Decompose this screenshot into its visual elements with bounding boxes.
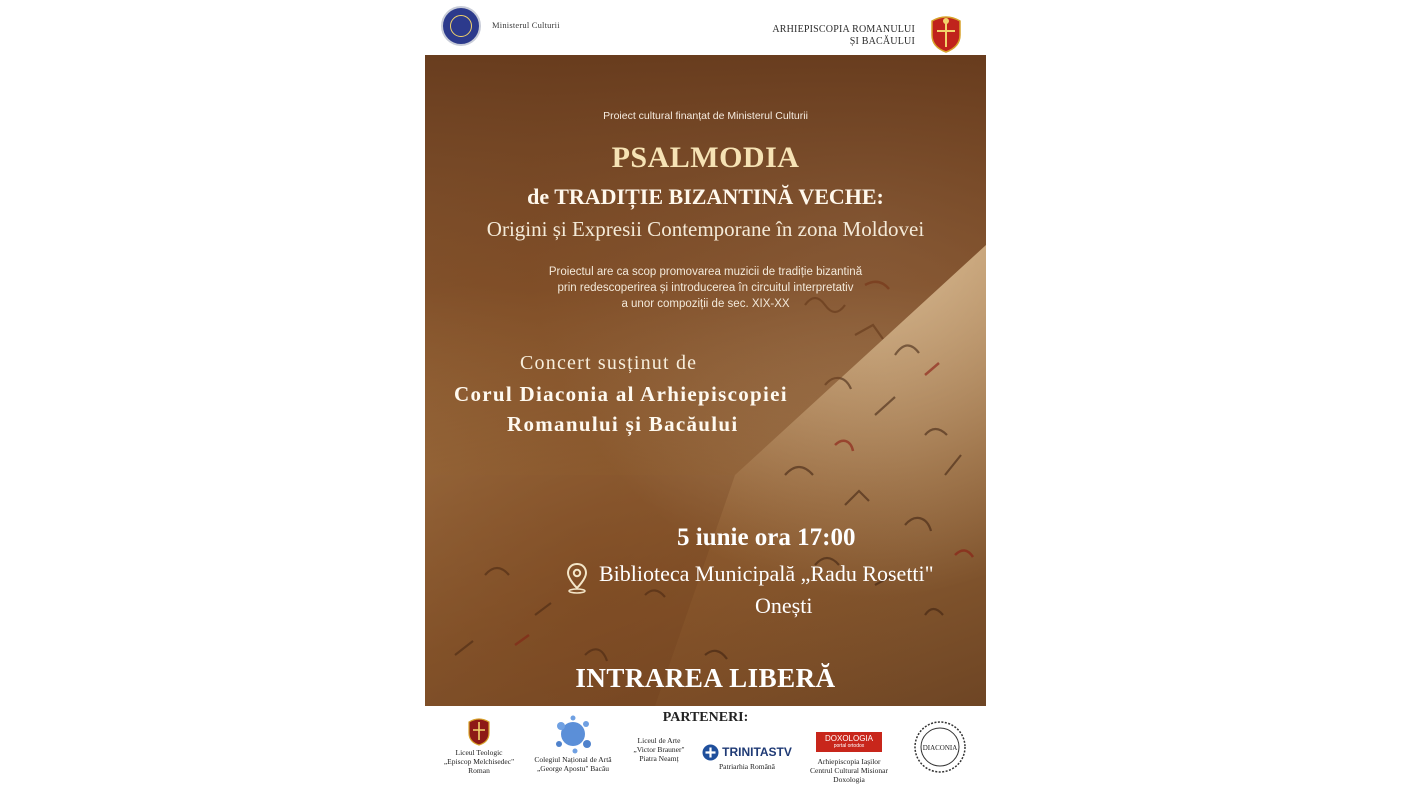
event-subtitle-2: Origini și Expresii Contemporane în zona Moldovei xyxy=(486,217,925,241)
location-pin-icon xyxy=(565,562,589,594)
archdiocese-line-1: ARHIEPISCOPIA ROMANULUI xyxy=(772,24,915,35)
partner-colegiul-arta xyxy=(525,714,621,773)
event-date: 5 iunie ora 17:00 xyxy=(677,524,856,551)
choir-name-line-1: Corul Diaconia al Arhiepiscopiei xyxy=(454,382,788,406)
diaconia-logo-text: DIACONIA xyxy=(922,744,958,752)
partner-3-line-2: „Victor Brauner" xyxy=(633,745,685,754)
colegiul-arta-splash-icon xyxy=(551,714,595,754)
trinitas-logo-text: TRINITASTV xyxy=(722,745,792,759)
poster-header xyxy=(425,0,986,55)
partner-3-line-3: Piatra Neamț xyxy=(639,754,679,763)
government-seal-icon xyxy=(441,6,481,46)
partner-4-line-1: Patriarhia Română xyxy=(718,762,776,771)
liceul-teologic-crest-icon xyxy=(466,716,492,746)
doxologia-logo-subtext: portal ortodox xyxy=(833,743,865,749)
partner-5-line-3: Doxologia xyxy=(833,775,865,784)
partner-5-line-1: Arhiepiscopia Iașilor xyxy=(817,757,881,766)
description-line-1: Proiectul are ca scop promovarea muzicii de tradiție bizantină xyxy=(548,266,863,278)
partners-section xyxy=(425,706,986,793)
trinitas-cross-icon xyxy=(702,744,719,761)
partner-1-line-2: „Episcop Melchisedec" xyxy=(443,757,515,766)
ministry-label: Ministerul Culturii xyxy=(492,20,560,30)
archdiocese-crest-icon xyxy=(928,13,964,53)
event-subtitle-1: de TRADIȚIE BIZANTINĂ VECHE: xyxy=(527,184,884,209)
funding-notice: Proiect cultural finanțat de Ministerul Culturii xyxy=(603,110,808,122)
doxologia-logo-text: DOXOLOGIA xyxy=(824,734,873,743)
partner-1-line-3: Roman xyxy=(468,766,490,775)
concert-by-label: Concert susținut de xyxy=(520,352,698,374)
doxologia-logo xyxy=(816,732,882,752)
partner-5-line-2: Centrul Cultural Misionar xyxy=(810,766,888,775)
partner-liceul-teologic xyxy=(435,716,523,775)
partner-liceul-arte xyxy=(621,736,697,763)
event-poster xyxy=(425,0,986,793)
event-title: PSALMODIA xyxy=(611,141,800,174)
free-entry-label: INTRAREA LIBERĂ xyxy=(575,663,836,693)
partner-1-line-1: Liceul Teologic xyxy=(455,748,503,757)
partners-title: PARTENERI: xyxy=(662,710,749,725)
archdiocese-line-2: ȘI BACĂULUI xyxy=(849,36,915,47)
venue-city: Onești xyxy=(755,593,813,618)
description-line-3: a unor compoziții de sec. XIX-XX xyxy=(621,298,790,310)
project-description xyxy=(425,264,986,312)
diaconia-seal-icon xyxy=(913,720,967,774)
partner-2-line-1: Colegiul Național de Artă xyxy=(534,755,612,764)
poster-banner xyxy=(425,55,986,706)
venue-name: Biblioteca Municipală „Radu Rosetti" xyxy=(599,561,934,586)
partner-trinitas xyxy=(697,744,797,771)
partner-doxologia xyxy=(797,732,901,784)
archdiocese-label xyxy=(772,24,915,48)
choir-name-line-2: Romanului și Bacăului xyxy=(507,412,739,436)
partner-3-line-1: Liceul de Arte xyxy=(637,736,681,745)
partner-2-line-2: „George Apostu" Bacău xyxy=(536,764,610,773)
description-line-2: prin redescoperirea și introducerea în circuitul interpretativ xyxy=(557,282,854,294)
partner-diaconia xyxy=(909,720,971,774)
